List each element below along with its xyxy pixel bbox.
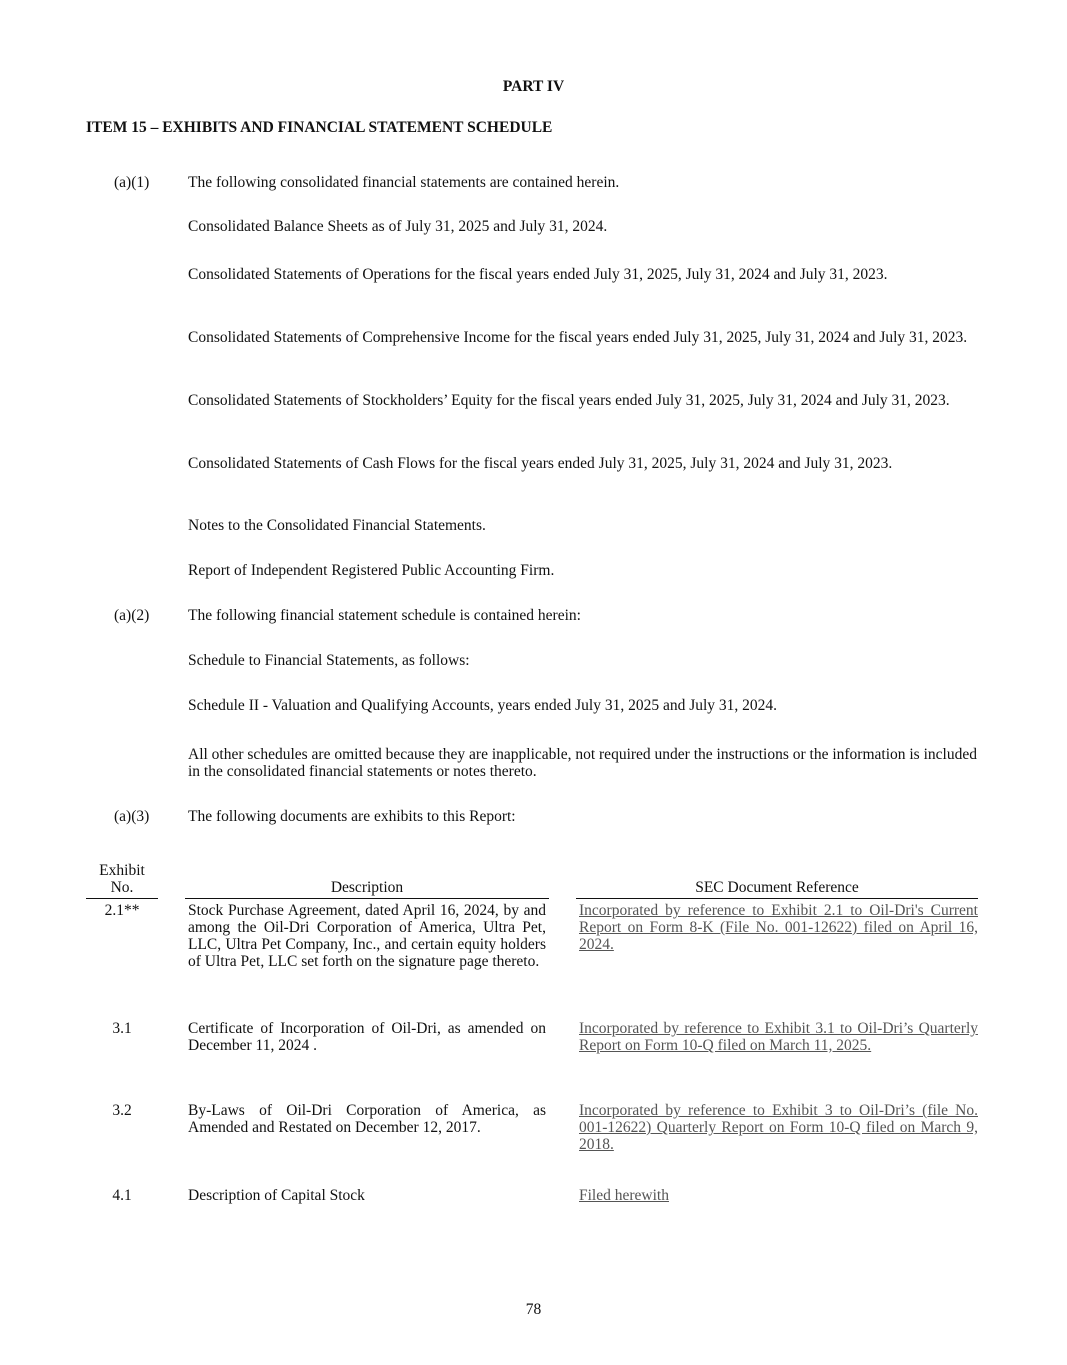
exhibit-reference — [579, 902, 978, 953]
header-exhibit-line1: Exhibit — [99, 862, 145, 879]
header-reference: SEC Document Reference — [695, 879, 859, 896]
statement-item: Consolidated Statements of Operations for the fiscal years ended July 31, 2025, July 31, 2024 and July 31, 2023. — [188, 266, 888, 283]
exhibit-reference-link[interactable]: Incorporated by reference to Exhibit 3 to Oil-Dri’s (file No. 001-12622) Quarterly Report on Form 10-Q filed on March 9, 2018. — [579, 1102, 978, 1153]
statement-item: Consolidated Statements of Stockholders’ Equity for the fiscal years ended July 31, 2025, July 31, 2024 and July 31, 2023. — [188, 392, 950, 409]
exhibit-no: 2.1** — [104, 902, 140, 919]
section-a1-intro: The following consolidated financial statements are contained herein. — [188, 174, 620, 191]
statement-item: Report of Independent Registered Public Accounting Firm. — [188, 562, 555, 579]
exhibit-description: Certificate of Incorporation of Oil-Dri, as amended on December 11, 2024 . — [188, 1020, 546, 1054]
exhibit-description: Stock Purchase Agreement, dated April 16, 2024, by and among the Oil-Dri Corporation of America, Ultra Pet, LLC, Ultra Pet Company, Inc., and certain equity holders of Ultra Pet, LLC set forth on the signature page thereto. — [188, 902, 546, 970]
section-a2-intro: The following financial statement schedule is contained herein: — [188, 607, 581, 624]
statement-item: Consolidated Statements of Comprehensive Income for the fiscal years ended July 31, 2025, July 31, 2024 and July 31, 2023. — [188, 329, 968, 346]
schedule-item: All other schedules are omitted because they are inapplicable, not required under the instructions or the information is included in the consolidated financial statements or notes thereto. — [188, 746, 977, 780]
section-a1-label: (a)(1) — [114, 174, 150, 191]
exhibit-reference-link[interactable]: Incorporated by reference to Exhibit 2.1 to Oil-Dri's Current Report on Form 8-K (File No. 001-12622) filed on April 16, 2024. — [579, 902, 978, 953]
section-a2-label: (a)(2) — [114, 607, 150, 624]
statement-item: Consolidated Statements of Cash Flows for the fiscal years ended July 31, 2025, July 31, 2024 and July 31, 2023. — [188, 455, 893, 472]
header-rule-description — [185, 898, 549, 899]
section-a3-intro: The following documents are exhibits to this Report: — [188, 808, 516, 825]
header-exhibit — [86, 862, 158, 896]
schedule-item: Schedule to Financial Statements, as follows: — [188, 652, 470, 669]
exhibit-no: 4.1 — [112, 1187, 132, 1204]
page-number: 78 — [525, 1301, 542, 1318]
statement-item: Consolidated Balance Sheets as of July 31, 2025 and July 31, 2024. — [188, 218, 608, 235]
exhibit-reference-link[interactable]: Filed herewith — [579, 1187, 669, 1204]
item-heading: ITEM 15 – EXHIBITS AND FINANCIAL STATEMENT SCHEDULE — [86, 119, 553, 136]
part-heading: PART IV — [502, 78, 565, 95]
exhibit-no: 3.2 — [112, 1102, 132, 1119]
header-rule-reference — [576, 898, 978, 899]
exhibit-reference-link[interactable]: Incorporated by reference to Exhibit 3.1 to Oil-Dri’s Quarterly Report on Form 10-Q filed on March 11, 2025. — [579, 1020, 978, 1054]
schedule-item: Schedule II - Valuation and Qualifying Accounts, years ended July 31, 2025 and July 31, 2024. — [188, 697, 778, 714]
exhibit-no: 3.1 — [112, 1020, 132, 1037]
exhibit-description: By-Laws of Oil-Dri Corporation of America, as Amended and Restated on December 12, 2017. — [188, 1102, 546, 1136]
header-rule-exhibit — [86, 898, 158, 899]
header-description: Description — [330, 879, 404, 896]
statement-item: Notes to the Consolidated Financial Statements. — [188, 517, 486, 534]
exhibit-description: Description of Capital Stock — [188, 1187, 365, 1204]
exhibit-reference — [579, 1187, 978, 1204]
section-a3-label: (a)(3) — [114, 808, 150, 825]
exhibit-reference — [579, 1020, 978, 1054]
header-exhibit-line2: No. — [110, 879, 134, 896]
exhibit-reference — [579, 1102, 978, 1153]
